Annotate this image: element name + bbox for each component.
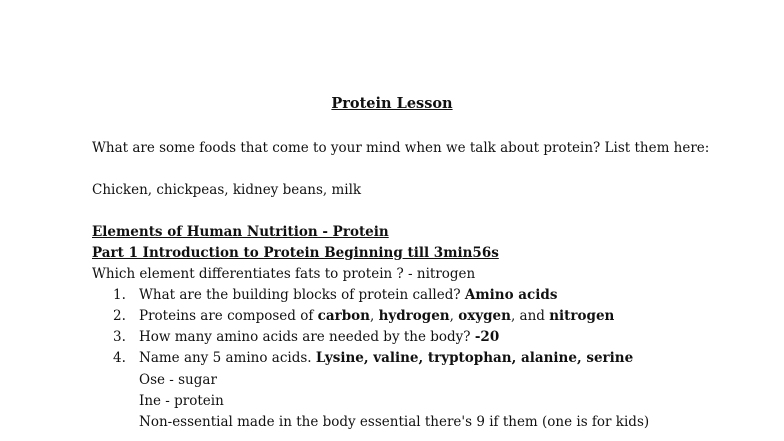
intro-line: Which element differentiates fats to protein ? - nitrogen xyxy=(92,266,476,282)
list-item-answer: nitrogen xyxy=(549,308,615,324)
list-item-answer: Lysine, valine, tryptophan, alanine, serine xyxy=(315,350,634,366)
list-item-number: 3. xyxy=(113,329,126,345)
list-item-text: Name any 5 amino acids. xyxy=(139,350,316,366)
list-item-answer: Amino acids xyxy=(464,287,558,303)
sub-note: Ose - sugar xyxy=(139,372,217,388)
list-item xyxy=(139,310,614,324)
sub-note: Non-essential made in the body essential there's 9 if them (one is for kids) xyxy=(139,414,650,430)
list-item-number: 1. xyxy=(113,287,126,303)
list-item-answer: oxygen xyxy=(458,308,511,324)
section-heading: Elements of Human Nutrition - Protein xyxy=(92,224,389,240)
list-item-answer: hydrogen xyxy=(378,308,450,324)
list-item-text: What are the building blocks of protein called? xyxy=(139,287,465,303)
list-item-number: 4. xyxy=(113,350,126,366)
list-item-answer: carbon xyxy=(317,308,370,324)
list-item-text: , xyxy=(449,308,459,324)
sub-note: Ine - protein xyxy=(139,393,224,409)
list-item-number: 2. xyxy=(113,308,126,324)
list-item xyxy=(139,331,499,345)
list-item-text: How many amino acids are needed by the body? xyxy=(139,329,475,345)
list-item xyxy=(139,289,557,303)
list-item-text: , xyxy=(369,308,379,324)
document-title: Protein Lesson xyxy=(331,95,453,112)
question-paragraph: What are some foods that come to your mind when we talk about protein? List them here: xyxy=(92,140,710,156)
list-item xyxy=(139,352,633,366)
answer-paragraph: Chicken, chickpeas, kidney beans, milk xyxy=(92,182,362,198)
part-heading: Part 1 Introduction to Protein Beginning till 3min56s xyxy=(92,245,499,261)
list-item-text: , and xyxy=(510,308,550,324)
list-item-text: Proteins are composed of xyxy=(139,308,318,324)
list-item-answer: -20 xyxy=(474,329,500,345)
